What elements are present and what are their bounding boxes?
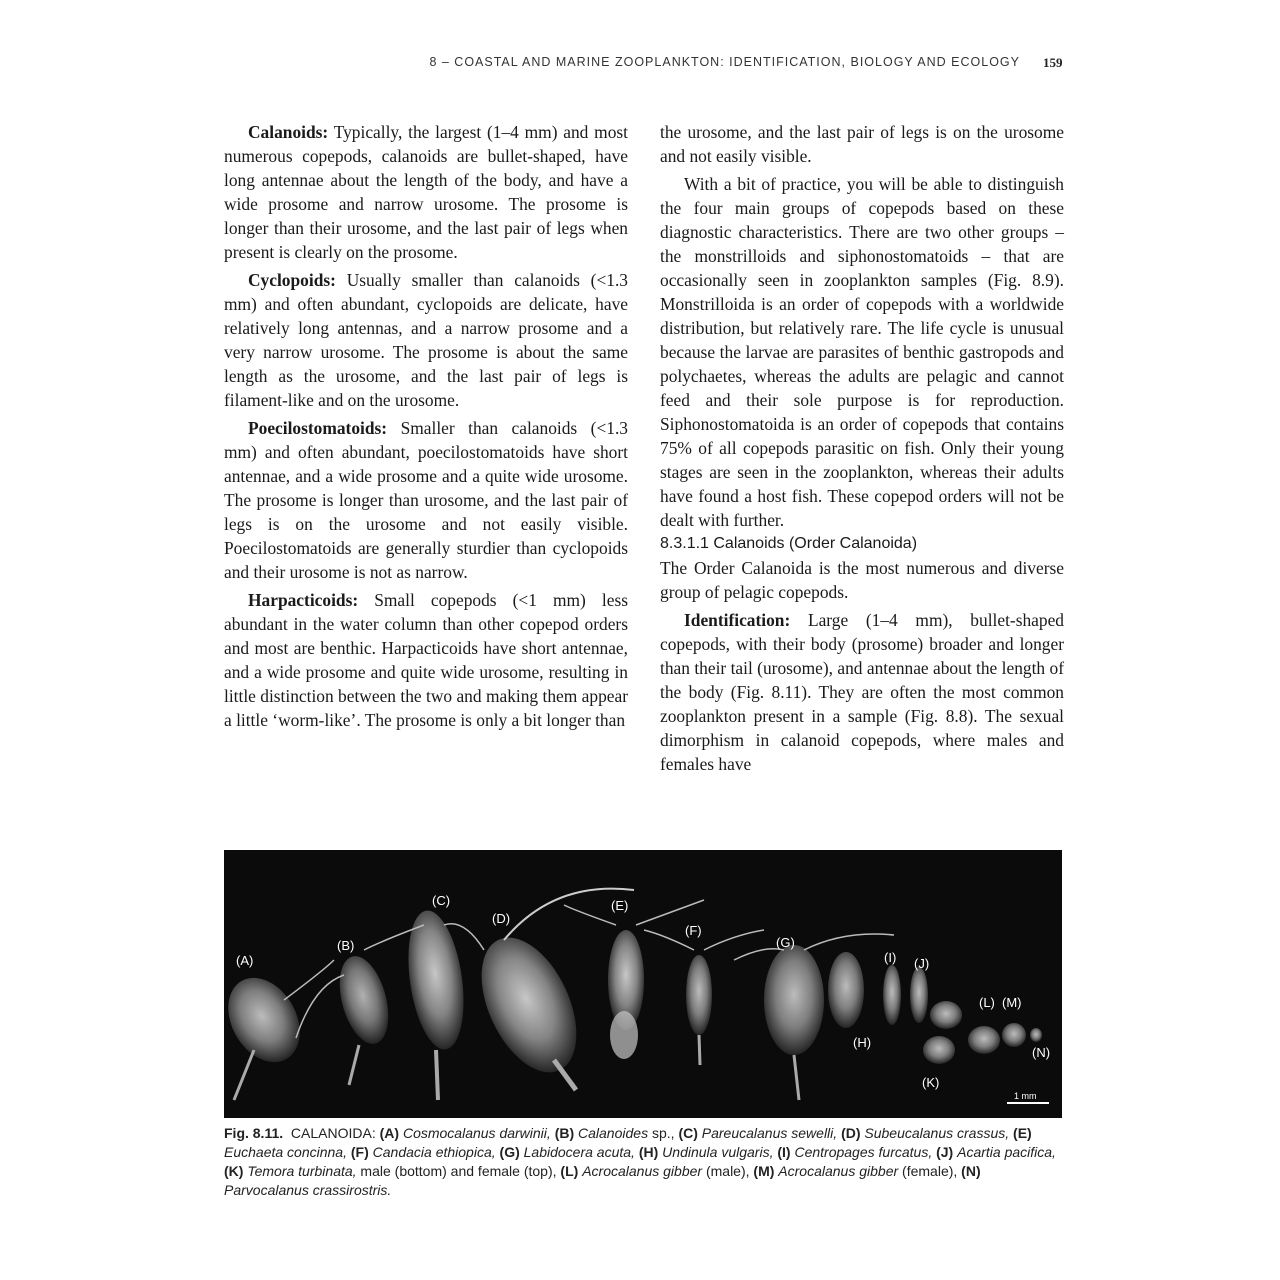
- term-identification: Identification:: [684, 610, 791, 630]
- caption-entry: (M) Acrocalanus gibber (female),: [753, 1163, 958, 1179]
- copepod-photograph: [224, 850, 1062, 1118]
- caption-entry: (G) Labidocera acuta,: [499, 1144, 635, 1160]
- text-poecilostomatoids: Smaller than calanoids (<1.3 mm) and often abundant, poecilostomatoids have short antennae, and a wide prosome and a quite wide urosome. The prosome is longer than urosome, and the last pair of legs is on the urosome and not easily visible. Poecilostomatoids are generally sturdier than cyclopoids and their urosome is not as narrow.: [224, 418, 628, 582]
- specimen-n: [1030, 1028, 1042, 1042]
- specimen-j: [910, 967, 928, 1023]
- paragraph-identification: [660, 608, 1064, 776]
- section-heading: 8.3.1.1 Calanoids (Order Calanoida): [660, 535, 918, 552]
- left-column: [224, 120, 628, 732]
- caption-entry: (E) Euchaeta concinna,: [224, 1125, 1032, 1160]
- caption-entry: (B) Calanoides sp.,: [554, 1125, 675, 1141]
- caption-entry: (K) Temora turbinata, male (bottom) and female (top),: [224, 1163, 557, 1179]
- figure-label-m: (M): [1002, 995, 1022, 1010]
- figure-label-g: (G): [776, 935, 795, 950]
- figure-label-l: (L): [979, 995, 995, 1010]
- caption-order: CALANOIDA:: [290, 1125, 376, 1141]
- caption-entry: (C) Pareucalanus sewelli,: [678, 1125, 838, 1141]
- paragraph-order: The Order Calanoida is the most numerous and diverse group of pelagic copepods.: [660, 558, 1064, 602]
- text-calanoids: Typically, the largest (1–4 mm) and most numerous copepods, calanoids are bullet-shaped, have long antennae about the length of the body, and have a wide prosome and narrow urosome. The prosome is longer than their urosome, and the last pair of legs when present is clearly on the prosome.: [224, 122, 628, 262]
- term-poecilostomatoids: Poecilostomatoids:: [248, 418, 388, 438]
- scale-bar-label: 1 mm: [1014, 1091, 1037, 1101]
- caption-entry: (D) Subeucalanus crassus,: [841, 1125, 1010, 1141]
- paragraph-continuation: the urosome, and the last pair of legs is on the urosome and not easily visible.: [660, 122, 1064, 166]
- specimen-i: [883, 965, 901, 1025]
- specimen-l: [968, 1026, 1000, 1054]
- caption-entry: (J) Acartia pacifica,: [936, 1144, 1056, 1160]
- caption-entry: (N) Parvocalanus crassirostris.: [224, 1163, 981, 1198]
- figure-label-b: (B): [337, 938, 355, 953]
- caption-entry: (A) Cosmocalanus darwinii,: [379, 1125, 551, 1141]
- figure-label-d: (D): [492, 911, 511, 926]
- text-cyclopoids: Usually smaller than calanoids (<1.3 mm) and often abundant, cyclopoids are delicate, have relatively long antennas, and a narrow prosome and a very narrow urosome. The prosome is about the same length as the urosome, and the last pair of legs is filament-like and on the urosome.: [224, 270, 628, 410]
- specimen-h: [828, 952, 864, 1028]
- text-harpacticoids: Small copepods (<1 mm) less abundant in the water column than other copepod orders and most are benthic. Harpacticoids have short antennae, and a wide prosome and quite wide urosome, resulting in little distinction between the two and making them appear a little ‘worm-like’. The prosome is only a bit longer than: [224, 590, 628, 730]
- caption-entry: (H) Undinula vulgaris,: [638, 1144, 774, 1160]
- paragraph-calanoids: [224, 120, 628, 264]
- caption-fig-label: Fig. 8.11.: [224, 1125, 284, 1141]
- text-identification: Large (1–4 mm), bullet-shaped copepods, with their body (prosome) broader and longer than their tail (urosome), and antennae about the length of the body (Fig. 8.11). They are often the most common zooplankton present in a sample (Fig. 8.8). The sexual dimorphism in calanoid copepods, where males and females have: [660, 610, 1064, 774]
- term-cyclopoids: Cyclopoids:: [248, 270, 336, 290]
- paragraph-harpacticoids: [224, 588, 628, 732]
- right-column: [660, 120, 1064, 776]
- term-harpacticoids: Harpacticoids:: [248, 590, 359, 610]
- figure-label-e: (E): [611, 898, 629, 913]
- paragraph-practice: With a bit of practice, you will be able to distinguish the four main groups of copepods based on these diagnostic characteristics. There are two other groups – the monstrilloids and siphonostomatoids – that are occasionally seen in zooplankton samples (Fig. 8.9). Monstrilloida is an order of copepods with a worldwide distribution, but relatively rare. The life cycle is unusual because the larvae are parasites of benthic gastropods and polychaetes, whereas the adults are pelagic and cannot feed and their sole purpose is for reproduction. Siphonostomatoida is an order of copepods that contains 75% of all copepods parasitic on fish. Only their young stages are seen in the zooplankton, whereas their adults have found a host fish. These copepod orders will not be dealt with further.: [660, 174, 1064, 530]
- term-calanoids: Calanoids:: [248, 122, 329, 142]
- figure-label-h: (H): [853, 1035, 872, 1050]
- page-number: 159: [1043, 55, 1063, 70]
- running-head: 8 – COASTAL AND MARINE ZOOPLANKTON: IDENTIFICATION, BIOLOGY AND ECOLOGY: [429, 55, 1020, 69]
- figure-label-i: (I): [884, 950, 897, 965]
- caption-entry: (F) Candacia ethiopica,: [350, 1144, 496, 1160]
- paragraph-poecilostomatoids: [224, 416, 628, 584]
- caption-entry: (L) Acrocalanus gibber (male),: [560, 1163, 750, 1179]
- figure-caption: [224, 1124, 1062, 1200]
- paragraph-cyclopoids: [224, 268, 628, 412]
- figure-label-f: (F): [685, 923, 702, 938]
- figure-label-c: (C): [432, 893, 451, 908]
- figure-label-k: (K): [922, 1075, 940, 1090]
- caption-entry: (I) Centropages furcatus,: [777, 1144, 933, 1160]
- figure-label-n: (N): [1032, 1045, 1051, 1060]
- figure-label-a: (A): [236, 953, 254, 968]
- specimen-m: [1002, 1023, 1026, 1047]
- figure-photo: [224, 850, 1062, 1118]
- figure-label-j: (J): [914, 956, 930, 971]
